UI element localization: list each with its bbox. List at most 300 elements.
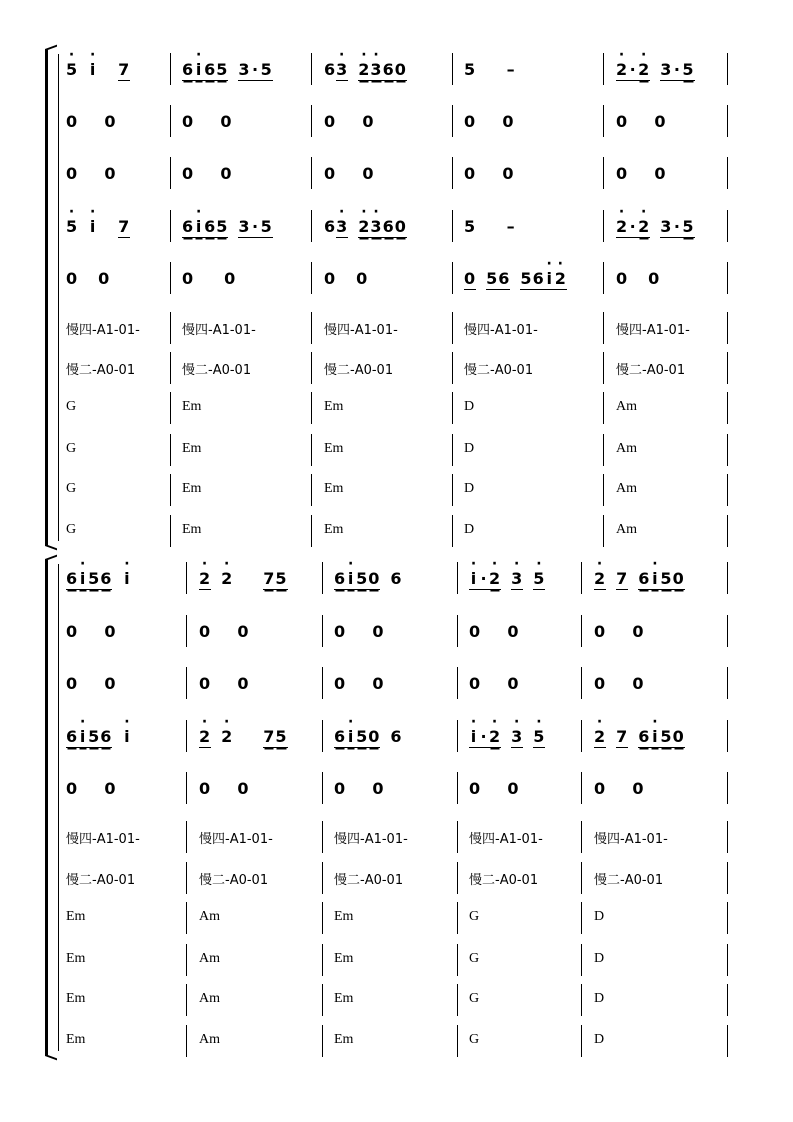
barline: [311, 434, 312, 466]
barline: [457, 772, 458, 804]
barline: [727, 312, 728, 344]
barline: [452, 392, 453, 424]
barline: [311, 515, 312, 547]
note: 0: [672, 569, 685, 588]
note: 0: [224, 269, 237, 288]
rest-measure: 0 0: [469, 674, 520, 693]
barline: [581, 772, 582, 804]
rhythm-label: 慢四-A1-01-: [469, 832, 543, 847]
note: · 2: [358, 217, 370, 238]
note: 5: [464, 217, 477, 236]
melody-measure: [199, 727, 288, 748]
note: · 2: [221, 569, 233, 588]
note: 7: [263, 727, 276, 746]
rhythm-label: 慢二-A0-01: [469, 873, 539, 888]
chord-symbol: Em: [66, 909, 86, 924]
chord-symbol: D: [464, 441, 475, 456]
barline: [311, 352, 312, 384]
chord-symbol: Em: [334, 1032, 354, 1047]
note: 7: [616, 569, 629, 588]
note: 3: [238, 217, 251, 236]
melody-measure: [182, 269, 236, 288]
melody-measure: [469, 569, 545, 590]
barline: [186, 1025, 187, 1057]
chord-symbol: D: [464, 481, 475, 496]
note: 0: [98, 269, 111, 288]
chord-symbol: Am: [199, 991, 220, 1006]
chord-symbol: D: [464, 399, 475, 414]
note: · 5: [533, 569, 545, 590]
barline: [581, 615, 582, 647]
barline: [727, 210, 728, 242]
barline: [581, 944, 582, 976]
note: –: [506, 217, 516, 236]
melody-measure: [324, 60, 407, 81]
note: 5: [464, 60, 477, 79]
chord-symbol: Em: [324, 481, 344, 496]
rhythm-label: 慢二-A0-01: [182, 363, 252, 378]
rest-measure: 0 0: [616, 112, 667, 131]
rest-measure: 0 0: [469, 622, 520, 641]
barline: [452, 53, 453, 85]
note: · 2: [199, 727, 211, 748]
rest-measure: 0 0: [199, 779, 250, 798]
barline: [727, 352, 728, 384]
note: ·: [673, 60, 681, 79]
note: 0: [464, 269, 477, 288]
barline: [727, 1025, 728, 1057]
chord-symbol: D: [594, 951, 605, 966]
melody-measure: [182, 217, 273, 238]
note: 5: [682, 60, 695, 79]
melody-measure: [66, 60, 130, 81]
barline: [457, 615, 458, 647]
barline: [457, 902, 458, 934]
note: · 5: [66, 60, 78, 79]
barline: [727, 434, 728, 466]
note: · 2: [358, 60, 370, 81]
barline: [311, 474, 312, 506]
barline: [603, 105, 604, 137]
barline: [603, 312, 604, 344]
melody-measure: [334, 727, 403, 748]
barline: [186, 615, 187, 647]
chord-symbol: Em: [182, 522, 202, 537]
barline: [457, 720, 458, 752]
melody-measure: [334, 569, 403, 590]
melody-measure: [464, 217, 516, 236]
note: 6: [182, 217, 195, 236]
barline: [322, 772, 323, 804]
rhythm-label: 慢四-A1-01-: [324, 323, 398, 338]
chord-symbol: D: [594, 909, 605, 924]
note: 5: [486, 269, 499, 288]
barline: [457, 944, 458, 976]
note: 3: [660, 217, 673, 236]
rhythm-label: 慢四-A1-01-: [464, 323, 538, 338]
barline: [170, 53, 171, 85]
barline: [452, 262, 453, 294]
barline: [311, 210, 312, 242]
rest-measure: 0 0: [334, 674, 385, 693]
note: · 3: [336, 217, 348, 238]
barline: [727, 474, 728, 506]
barline: [457, 821, 458, 853]
note: 5: [275, 569, 288, 588]
chord-symbol: Am: [616, 481, 637, 496]
barline: [603, 434, 604, 466]
barline: [170, 515, 171, 547]
note: 5: [356, 569, 369, 588]
rhythm-label: 慢四-A1-01-: [594, 832, 668, 847]
barline: [186, 562, 187, 594]
chord-symbol: Em: [334, 909, 354, 924]
barline: [603, 474, 604, 506]
rest-measure: 0 0: [66, 674, 117, 693]
barline: [322, 984, 323, 1016]
note: · i: [122, 727, 132, 746]
note: 3: [238, 60, 251, 79]
rest-measure: 0 0: [464, 164, 515, 183]
barline: [186, 902, 187, 934]
barline: [170, 157, 171, 189]
note: 5: [682, 217, 695, 236]
rhythm-label: 慢四-A1-01-: [616, 323, 690, 338]
note: 5: [260, 60, 273, 79]
barline: [186, 667, 187, 699]
note: 5: [520, 269, 533, 288]
note: · 2: [221, 727, 233, 746]
barline: [603, 352, 604, 384]
melody-measure: [616, 269, 660, 288]
barline: [170, 210, 171, 242]
note: · 3: [336, 60, 348, 81]
rest-measure: 0 0: [324, 164, 375, 183]
note: 6: [334, 569, 347, 588]
chord-symbol: Em: [334, 991, 354, 1006]
barline: [186, 772, 187, 804]
note: · 3: [511, 569, 523, 590]
melody-measure: [66, 727, 132, 748]
note: 6: [638, 727, 651, 746]
barline: [170, 262, 171, 294]
barline: [727, 984, 728, 1016]
barline: [727, 772, 728, 804]
barline: [727, 821, 728, 853]
barline: [186, 984, 187, 1016]
melody-measure: [199, 569, 288, 590]
melody-measure: [594, 569, 685, 590]
note: 5: [216, 60, 229, 79]
note: 6: [390, 569, 403, 588]
note: · 3: [511, 727, 523, 748]
rest-measure: 0 0: [594, 622, 645, 641]
rest-measure: 0 0: [616, 164, 667, 183]
rhythm-label: 慢四-A1-01-: [334, 832, 408, 847]
note: 0: [356, 269, 369, 288]
rhythm-label: 慢二-A0-01: [594, 873, 664, 888]
barline: [581, 902, 582, 934]
note: 0: [648, 269, 661, 288]
chord-symbol: G: [469, 1032, 480, 1047]
note: 0: [182, 269, 195, 288]
barline: [603, 515, 604, 547]
note: · 3: [370, 217, 382, 238]
note: 5: [260, 217, 273, 236]
barline: [727, 53, 728, 85]
chord-symbol: Am: [199, 909, 220, 924]
chord-symbol: G: [469, 909, 480, 924]
barline: [581, 821, 582, 853]
note: · i: [650, 569, 660, 590]
barline: [603, 53, 604, 85]
note: ·: [252, 217, 260, 236]
note: 6: [66, 727, 79, 746]
barline: [322, 862, 323, 894]
note: · 5: [533, 727, 545, 748]
barline: [727, 667, 728, 699]
rhythm-label: 慢二-A0-01: [199, 873, 269, 888]
chord-symbol: D: [594, 1032, 605, 1047]
note: · i: [122, 569, 132, 588]
barline: [581, 862, 582, 894]
note: · 2: [638, 60, 650, 81]
barline: [603, 157, 604, 189]
barline: [186, 720, 187, 752]
barline: [452, 105, 453, 137]
rhythm-label: 慢二-A0-01: [334, 873, 404, 888]
barline: [322, 562, 323, 594]
barline: [452, 474, 453, 506]
chord-symbol: Em: [182, 441, 202, 456]
rest-measure: 0 0: [334, 622, 385, 641]
melody-measure: [324, 269, 368, 288]
barline: [170, 392, 171, 424]
barline: [322, 821, 323, 853]
note: –: [506, 60, 516, 79]
chord-symbol: Am: [616, 441, 637, 456]
note: 6: [100, 727, 113, 746]
note: 6: [390, 727, 403, 746]
barline: [727, 515, 728, 547]
rest-measure: 0 0: [182, 112, 233, 131]
melody-measure: [324, 217, 407, 238]
melody-measure: [66, 217, 130, 238]
chord-symbol: Em: [182, 481, 202, 496]
rhythm-label: 慢二-A0-01: [616, 363, 686, 378]
rest-measure: 0 0: [594, 674, 645, 693]
note: 6: [100, 569, 113, 588]
note: 5: [356, 727, 369, 746]
rest-measure: 0 0: [469, 779, 520, 798]
barline: [170, 434, 171, 466]
note: · 2: [616, 60, 628, 81]
note: 5: [216, 217, 229, 236]
note: · 3: [370, 60, 382, 81]
rhythm-label: 慢二-A0-01: [66, 363, 136, 378]
rhythm-label: 慢二-A0-01: [324, 363, 394, 378]
note: 7: [263, 569, 276, 588]
note: 6: [66, 569, 79, 588]
barline: [452, 210, 453, 242]
barline: [322, 615, 323, 647]
barline: [452, 312, 453, 344]
barline: [452, 434, 453, 466]
barline: [311, 312, 312, 344]
note: · i: [88, 217, 98, 236]
melody-measure: [66, 569, 132, 590]
melody-measure: [464, 269, 567, 290]
barline: [727, 392, 728, 424]
chord-symbol: G: [66, 522, 77, 537]
note: 7: [616, 727, 629, 746]
chord-symbol: D: [594, 991, 605, 1006]
barline: [170, 352, 171, 384]
note: 0: [368, 727, 381, 746]
barline: [581, 984, 582, 1016]
chord-symbol: Am: [199, 951, 220, 966]
barline: [311, 392, 312, 424]
note: 0: [616, 269, 629, 288]
chord-symbol: G: [469, 991, 480, 1006]
note: ·: [480, 727, 488, 746]
note: 0: [66, 269, 79, 288]
note: 6: [382, 217, 395, 236]
rest-measure: 0 0: [182, 164, 233, 183]
chord-symbol: Am: [199, 1032, 220, 1047]
melody-measure: [182, 60, 273, 81]
note: · i: [88, 60, 98, 79]
note: 5: [88, 569, 101, 588]
barline: [322, 667, 323, 699]
note: 0: [394, 60, 407, 79]
note: ·: [629, 217, 637, 236]
note: · i: [78, 569, 88, 590]
melody-measure: [464, 60, 516, 79]
barline: [603, 210, 604, 242]
system-left-line: [58, 564, 59, 1051]
note: · 2: [594, 727, 606, 748]
chord-symbol: D: [464, 522, 475, 537]
rest-measure: 0 0: [464, 112, 515, 131]
barline: [322, 1025, 323, 1057]
note: · 2: [489, 569, 501, 590]
chord-symbol: Em: [66, 991, 86, 1006]
system-bracket: [45, 50, 57, 545]
note: 0: [324, 269, 337, 288]
rest-measure: 0 0: [66, 779, 117, 798]
note: · 2: [638, 217, 650, 238]
rhythm-label: 慢二-A0-01: [66, 873, 136, 888]
note: · i: [545, 269, 555, 290]
barline: [186, 944, 187, 976]
melody-measure: [469, 727, 545, 748]
barline: [322, 720, 323, 752]
note: · i: [469, 727, 479, 748]
chord-symbol: G: [469, 951, 480, 966]
barline: [727, 105, 728, 137]
rhythm-label: 慢四-A1-01-: [66, 832, 140, 847]
note: · i: [469, 569, 479, 590]
note: 3: [660, 60, 673, 79]
barline: [457, 1025, 458, 1057]
note: 5: [660, 569, 673, 588]
note: 6: [532, 269, 545, 288]
note: 5: [275, 727, 288, 746]
chord-symbol: G: [66, 441, 77, 456]
note: 6: [324, 60, 337, 79]
barline: [170, 474, 171, 506]
note: 0: [394, 217, 407, 236]
barline: [311, 105, 312, 137]
chord-symbol: G: [66, 481, 77, 496]
barline: [727, 615, 728, 647]
note: 6: [182, 60, 195, 79]
note: 5: [660, 727, 673, 746]
barline: [311, 53, 312, 85]
rest-measure: 0 0: [199, 622, 250, 641]
note: 6: [334, 727, 347, 746]
barline: [311, 262, 312, 294]
note: · i: [194, 60, 204, 81]
note: 0: [368, 569, 381, 588]
chord-symbol: G: [66, 399, 77, 414]
note: 6: [638, 569, 651, 588]
rest-measure: 0 0: [66, 622, 117, 641]
barline: [457, 562, 458, 594]
barline: [727, 862, 728, 894]
note: · 2: [199, 569, 211, 590]
barline: [452, 352, 453, 384]
note: · 2: [616, 217, 628, 238]
note: ·: [480, 569, 488, 588]
chord-symbol: Am: [616, 522, 637, 537]
system-left-line: [58, 54, 59, 541]
chord-symbol: Em: [66, 951, 86, 966]
barline: [452, 515, 453, 547]
barline: [322, 944, 323, 976]
rhythm-label: 慢四-A1-01-: [199, 832, 273, 847]
note: 6: [204, 60, 217, 79]
note: 6: [204, 217, 217, 236]
rhythm-label: 慢二-A0-01: [464, 363, 534, 378]
rest-measure: 0 0: [324, 112, 375, 131]
rest-measure: 0 0: [66, 164, 117, 183]
barline: [727, 562, 728, 594]
barline: [322, 902, 323, 934]
chord-symbol: Em: [324, 441, 344, 456]
chord-symbol: Em: [66, 1032, 86, 1047]
rest-measure: 0 0: [199, 674, 250, 693]
barline: [581, 667, 582, 699]
melody-measure: [616, 217, 695, 238]
barline: [603, 392, 604, 424]
rhythm-label: 慢四-A1-01-: [66, 323, 140, 338]
barline: [727, 944, 728, 976]
barline: [457, 984, 458, 1016]
barline: [186, 821, 187, 853]
barline: [457, 862, 458, 894]
barline: [186, 862, 187, 894]
note: · 5: [66, 217, 78, 236]
chord-symbol: Em: [182, 399, 202, 414]
note: 6: [498, 269, 511, 288]
barline: [170, 105, 171, 137]
barline: [581, 720, 582, 752]
note: 7: [118, 217, 131, 236]
note: ·: [629, 60, 637, 79]
note: · i: [346, 727, 356, 748]
